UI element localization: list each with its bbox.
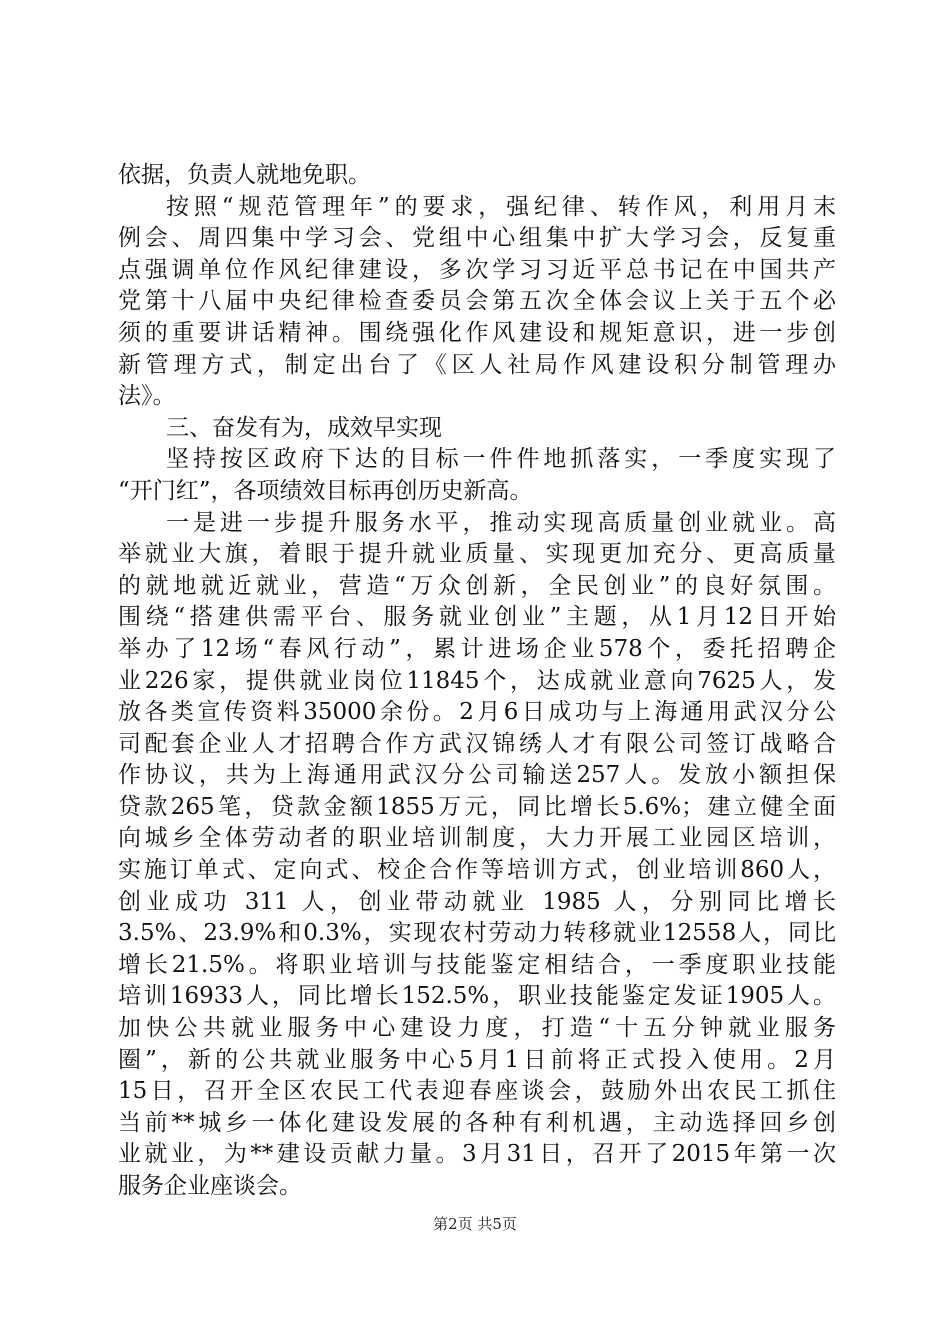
text-line: 向城乡全体劳动者的职业培训制度，大力开展工业园区培训，	[118, 825, 836, 852]
text-line: 贷款265笔，贷款金额1855万元，同比增长5.6%；建立健全面	[118, 793, 836, 820]
text-line: 作协议，共为上海通用武汉分公司输送257人。发放小额担保	[118, 762, 836, 789]
text-line: 按照“规范管理年”的要求，强纪律、转作风，利用月末	[166, 193, 836, 220]
text-line: 放各类宣传资料35000余份。2月6日成功与上海通用武汉分公	[118, 699, 836, 726]
text-line: “开门红”，各项绩效目标再创历史新高。	[118, 477, 533, 504]
document-body	[118, 160, 836, 1203]
text-line: 一是进一步提升服务水平，推动实现高质量创业就业。高	[166, 509, 836, 536]
text-line: 点强调单位作风纪律建设，多次学习习近平总书记在中国共产	[118, 256, 836, 283]
text-line: 加快公共就业服务中心建设力度，打造“十五分钟就业服务	[118, 1015, 836, 1042]
text-line: 当前**城乡一体化建设发展的各种有利机遇，主动选择回乡创	[118, 1109, 836, 1136]
text-line: 围绕“搭建供需平台、服务就业创业”主题，从1月12日开始	[118, 604, 836, 631]
text-line: 3.5%、23.9%和0.3%，实现农村劳动力转移就业12558人，同比	[118, 920, 836, 947]
text-line: 创业成功 311 人，创业带动就业 1985 人，分别同比增长	[118, 888, 836, 915]
text-line: 坚持按区政府下达的目标一件件地抓落实，一季度实现了	[166, 446, 836, 473]
text-line: 三、奋发有为，成效早实现	[166, 414, 442, 441]
text-line: 须的重要讲话精神。围绕强化作风建设和规矩意识，进一步创	[118, 319, 836, 346]
text-line: 举就业大旗，着眼于提升就业质量、实现更加充分、更高质量	[118, 541, 836, 568]
text-line: 的就地就近就业，营造“万众创新，全民创业”的良好氛围。	[118, 572, 836, 599]
text-line: 例会、周四集中学习会、党组中心组集中扩大学习会，反复重	[118, 225, 836, 252]
text-line: 司配套企业人才招聘合作方武汉锦绣人才有限公司签订战略合	[118, 730, 836, 757]
text-line: 增长21.5%。将职业培训与技能鉴定相结合，一季度职业技能	[118, 951, 836, 978]
text-line: 党第十八届中央纪律检查委员会第五次全体会议上关于五个必	[118, 288, 836, 315]
text-line: 培训16933人，同比增长152.5%，职业技能鉴定发证1905人。	[118, 983, 836, 1010]
text-line: 依据，负责人就地免职。	[118, 162, 371, 188]
text-line: 业226家，提供就业岗位11845个，达成就业意向7625人，发	[118, 667, 836, 694]
text-line: 15日，召开全区农民工代表迎春座谈会，鼓励外出农民工抓住	[118, 1078, 836, 1105]
text-line: 法》。	[118, 383, 176, 410]
text-line: 新管理方式，制定出台了《区人社局作风建设积分制管理办	[118, 351, 836, 378]
text-line: 实施订单式、定向式、校企合作等培训方式，创业培训860人，	[118, 857, 836, 884]
page-footer: 第2页 共5页	[433, 1215, 517, 1233]
text-line: 举办了12场“春风行动”，累计进场企业578个，委托招聘企	[118, 635, 836, 662]
text-line: 圈”，新的公共就业服务中心5月1日前将正式投入使用。2月	[118, 1046, 836, 1073]
text-line: 业就业，为**建设贡献力量。3月31日，召开了2015年第一次	[118, 1141, 836, 1168]
text-line: 服务企业座谈会。	[118, 1173, 302, 1199]
